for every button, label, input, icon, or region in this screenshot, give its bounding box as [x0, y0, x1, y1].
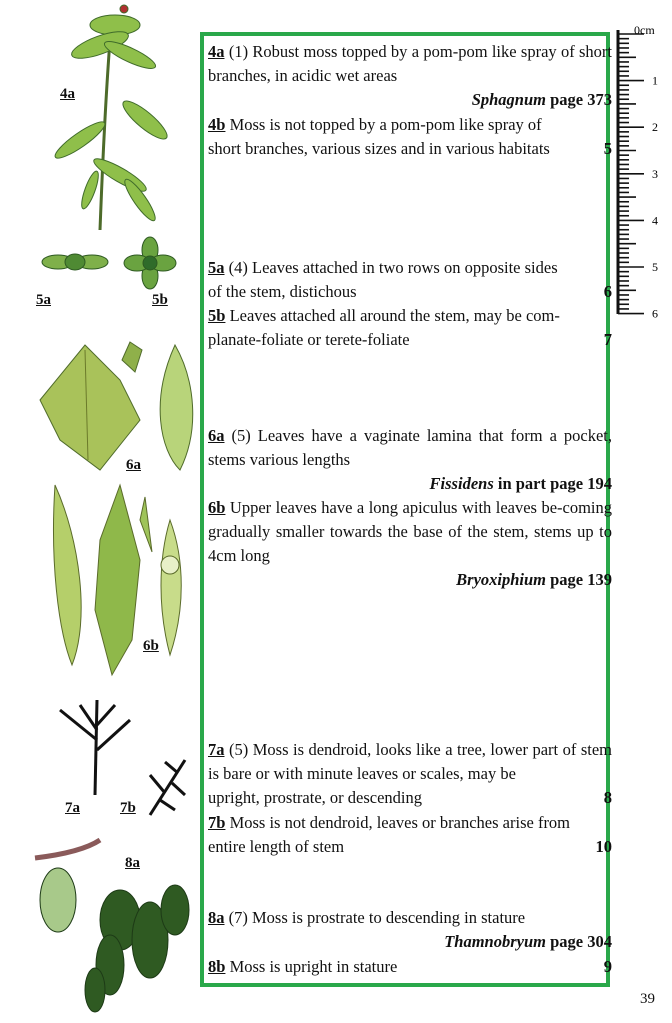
ruler-cm-label: 1 [652, 73, 658, 88]
illustrations [0, 0, 200, 1023]
key-reference [208, 472, 612, 496]
couplet-text: (5) Leaves have a vaginate lamina that form a pocket, stems various lengths [208, 426, 613, 469]
figure-label-5a: 5a [36, 292, 51, 308]
ruler-cm-label: 2 [652, 120, 658, 135]
ruler-cm-label: 5 [652, 260, 658, 274]
sphagnum-illustration [51, 5, 171, 230]
couplet-code: 6b [208, 498, 226, 517]
dendroid-sketches [60, 700, 185, 815]
key-entry-5b [208, 304, 612, 352]
ruler-unit-label: 0cm [634, 23, 655, 37]
thamnobryum-illustration [35, 840, 189, 1012]
key-entry-6a [208, 424, 612, 496]
fissidens-illustration [40, 342, 193, 470]
couplet-text-end: Moss is upright in stature [229, 957, 398, 976]
terete-stem-illustration [124, 237, 176, 289]
ruler-cm-label: 3 [652, 166, 658, 181]
key-reference [208, 930, 612, 954]
page-reference: page 304 [550, 932, 612, 951]
couplet-text-end: of the stem, distichous [208, 282, 357, 301]
ruler-cm-label: 4 [652, 213, 658, 228]
key-entry-5a [208, 256, 612, 304]
figure-label-7a: 7a [65, 800, 80, 816]
couplet-text: Upper leaves have a long apiculus with leaves be-coming gradually smaller towards the base of the stem, stems up to 4cm long [208, 498, 612, 565]
page-reference: page 139 [550, 570, 612, 589]
next-couplet: 8 [603, 788, 612, 807]
page-reference: page 373 [550, 90, 612, 109]
ruler-cm-label: 6 [652, 306, 658, 320]
couplet-text-end: planate-foliate or terete-foliate [208, 330, 410, 349]
taxon-name: Bryoxiphium [456, 570, 546, 589]
next-couplet: 10 [595, 837, 612, 856]
taxon-name: Fissidens [429, 474, 494, 493]
figure-label-7b: 7b [120, 800, 136, 816]
cm-ruler [612, 20, 672, 320]
key-entry-7a [208, 738, 612, 810]
next-couplet: 6 [603, 282, 612, 301]
key-entry-8b [208, 955, 612, 979]
page-number: 39 [640, 991, 655, 1007]
couplet-code: 7b [208, 813, 226, 832]
couplet-text: Moss is not topped by a pom-pom like spray of [229, 115, 542, 134]
couplet-code: 7a [208, 740, 225, 759]
figure-label-8a: 8a [125, 855, 140, 871]
figure-label-6a: 6a [126, 457, 141, 473]
couplet-code: 4b [208, 115, 226, 134]
figure-label-4a: 4a [60, 86, 75, 102]
couplet-code: 4a [208, 42, 225, 61]
figure-label-5b: 5b [152, 292, 168, 308]
couplet-text: (7) Moss is prostrate to descending in stature [228, 908, 526, 927]
couplet-text: (5) Moss is dendroid, looks like a tree, lower part of stem is bare or with minute leaves or scales, may be [208, 740, 612, 783]
key-entry-6b [208, 496, 612, 592]
next-couplet: 9 [603, 957, 612, 976]
taxon-name: Sphagnum [471, 90, 546, 109]
figure-label-6b: 6b [143, 638, 159, 654]
couplet-code: 5b [208, 306, 226, 325]
couplet-text-end: entire length of stem [208, 837, 345, 856]
key-entry-4a [208, 40, 612, 112]
distichous-stem-illustration [42, 254, 108, 270]
couplet-text: Leaves attached all around the stem, may be com- [229, 306, 560, 325]
key-entry-7b [208, 811, 612, 859]
couplet-text: Moss is not dendroid, leaves or branches arise from [229, 813, 571, 832]
key-reference [208, 568, 612, 592]
page-reference: in part page 194 [497, 474, 612, 493]
key-reference [208, 88, 612, 112]
key-entry-4b [208, 113, 612, 161]
couplet-code: 6a [208, 426, 225, 445]
key-entry-8a [208, 906, 612, 954]
couplet-code: 8a [208, 908, 225, 927]
next-couplet: 7 [603, 330, 612, 349]
taxon-name: Thamnobryum [444, 932, 546, 951]
couplet-code: 5a [208, 258, 225, 277]
couplet-text-end: short branches, various sizes and in various habitats [208, 139, 550, 158]
couplet-text: (1) Robust moss topped by a pom-pom like spray of short branches, in acidic wet areas [208, 42, 613, 85]
couplet-text-end: upright, prostrate, or descending [208, 788, 422, 807]
couplet-text: (4) Leaves attached in two rows on opposite sides [228, 258, 558, 277]
couplet-code: 8b [208, 957, 226, 976]
next-couplet: 5 [603, 139, 612, 158]
bryoxiphium-illustration [54, 485, 182, 675]
